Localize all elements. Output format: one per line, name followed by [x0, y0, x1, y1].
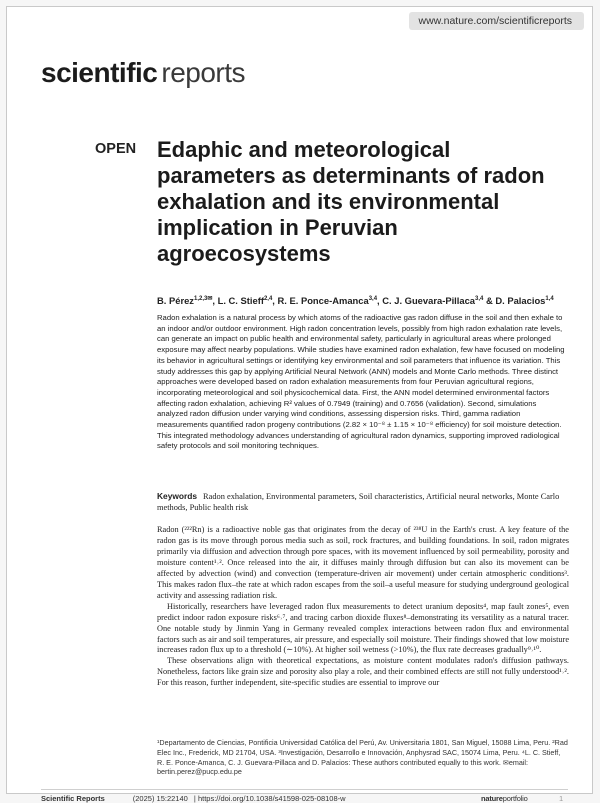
article-page — [6, 6, 593, 803]
author[interactable]: L. C. Stieff$^{2,4}$ — [217, 295, 273, 306]
body-paragraph: Radon (²²²Rn) is a radioactive noble gas that originates from the decay of ²³⁸U in the Earth's crust. A key feature of the radon gas is its move through porous media such as soil, rock fractures, and building foundations. In soil, radon migrates primarily via diffusion and advection through pore spaces, with its movement influenced by soil permeability, porosity and moisture content¹˒². Once released into the air, it diffuses mainly through diffusion but can also its movement can be affected by advection (wind) and convection (temperature-driven air movement) under certain atmospheric conditions³. This makes radon flux–the rate at which radon escapes from the soil–a useful measure for studying underground geological activity and assessing radiation risk. — [157, 525, 569, 600]
journal-url-text[interactable]: www.nature.com/scientificreports — [418, 15, 572, 27]
author[interactable]: R. E. Ponce-Amanca$^{3,4}$ — [277, 295, 378, 306]
keywords-section — [157, 491, 569, 513]
keywords-label: Keywords — [157, 491, 198, 501]
page-footer — [41, 794, 571, 803]
footer-journal: Scientific Reports — [41, 794, 105, 803]
journal-logo-bold: scientific — [41, 57, 158, 88]
footer-doi-link[interactable]: | https://doi.org/10.1038/s41598-025-08108-w — [193, 794, 346, 803]
article-title: Edaphic and meteorological parameters as determinants of radon exhalation and its environmental implication in Peruvian agroecosystems — [157, 137, 545, 266]
footer-citation: (2025) 15:22140 — [132, 794, 188, 803]
body-paragraph: These observations align with theoretical expectations, as moisture content modulates radon's diffusion pathways. Nonetheless, factors like grain size and porosity also play a role, and their combined effects are still not fully understood¹˒². For this reason, further independent, site-specific studies are essential to improve our — [157, 656, 569, 688]
author[interactable]: C. J. Guevara-Pillaca$^{3,4}$ — [382, 295, 484, 306]
open-access-label: OPEN — [95, 141, 137, 157]
journal-logo[interactable] — [41, 57, 245, 89]
footer-divider — [41, 789, 568, 790]
keywords-list: Radon exhalation, Environmental parameters, Soil characteristics, Artificial neural networks, Monte Carlo methods, Public health risk — [157, 492, 560, 512]
affiliations: ¹Departamento de Ciencias, Pontificia Universidad Católica del Perú, Av. Universitaria 1801, San Miguel, 15088 Lima, Peru. ²Rad Elec Inc., Frederick, MD 21704, USA. ³Investigación, Desarrollo e Innovación, Anphysrad SAC, 15074 Lima, Peru. ⁴L. C. Stieff, R. E. Ponce-Amanca, C. J. Guevara-Pillaca and D. Palacios: These authors contributed equally to this work. ✉email: bertin.perez@pucp.edu.pe — [157, 738, 568, 777]
journal-logo-light: reports — [161, 57, 246, 88]
publisher-logo: natureportfolio — [481, 794, 528, 803]
body-text — [157, 525, 569, 689]
page-number: 1 — [559, 794, 564, 803]
author[interactable]: B. Pérez$^{1,2,3✉}$ — [157, 295, 213, 306]
abstract: Radon exhalation is a natural process by which atoms of the radioactive gas radon diffuse in the soil and then exhale to an indoor and/or outdoor environment. High radon concentration levels, possibly from high radon exhalation rate levels, can generate an impact on public health and environmental safety, particularly in agricultural areas where prolonged exposure may affect nearby populations. While studies have examined radon exhalation, few have focused on modeling its behavior in agricultural settings or identifying key environmental and soil parameters that influence its variation. This study addresses this gap by applying Artificial Neural Network (ANN) models and Monte Carlo methods. Three distinct approaches were developed based on radon exhalation measurements from four Peruvian agricultural regions, incorporating meteorological and soil physicochemical data. First, the ANN model determined environmental factors affecting radon exhalation, achieving R² values of 0.7949 (training) and 0.7656 (validation). Second, simulations analyzed radon diffusion under varying wind conditions, assessing dispersion risks. Third, gamma radiation measurements quantified radon progeny contributions (2.82 × 10⁻⁸ ± 1.15 × 10⁻⁸ efficiency) for soil moisture detection. This integrated methodology advances understanding of agricultural radon dynamics, supporting improved radiological safety protocols and soil monitoring techniques. — [157, 313, 565, 451]
author[interactable]: D. Palacios$^{1,4}$ — [495, 295, 554, 306]
body-paragraph: Historically, researchers have leveraged radon flux measurements to detect uranium deposits⁴, map fault zones⁵, even predict indoor radon exposure risks⁶˒⁷, and tracing carbon dioxide fluxes⁸–demonstrating its versatility as a natural tracer. One notable study by Jinmin Yang in Germany revealed complex interactions between radon flux and environmental factors such as air and soil temperatures, air pressure, and especially soil moisture. Their findings showed that low moisture increases radon flux up to a threshold (∼10%). At higher soil wetness (>10%), the flux rate decreases gradually⁹˒¹⁰. — [157, 601, 569, 655]
author-list: B. Pérez$^{1,2,3✉}$, L. C. Stieff$^{2,4}$, R. E. Ponce-Amanca$^{3,4}$, C. J. Guevara-Pillaca$^{3,4}$ & D. Palacios$^{1,4}$ — [157, 295, 554, 306]
journal-url[interactable] — [409, 12, 584, 30]
